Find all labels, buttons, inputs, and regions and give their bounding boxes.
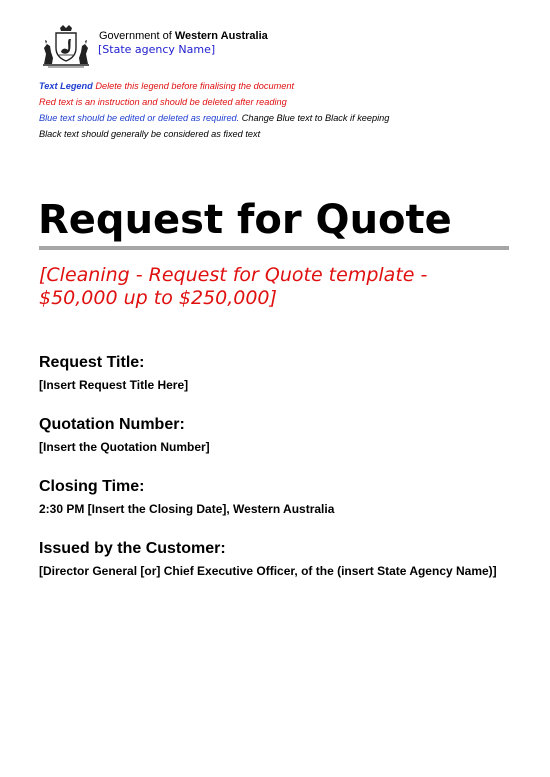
legend-line-3 <box>39 113 389 123</box>
legend-line-2: Red text is an instruction and should be deleted after reading <box>39 97 287 107</box>
agency-name: [State agency Name] <box>98 43 216 56</box>
quotation-number-heading: Quotation Number: <box>39 416 185 433</box>
title-rule <box>39 246 509 250</box>
request-title-heading: Request Title: <box>39 354 145 371</box>
gov-prefix: Government of <box>99 30 175 42</box>
closing-time-value: 2:30 PM [Insert the Closing Date], Western Australia <box>39 502 335 516</box>
legend-line-1 <box>39 81 294 91</box>
closing-time-heading: Closing Time: <box>39 478 145 495</box>
legend-blue-note: Blue text should be edited or deleted as required. <box>39 113 240 123</box>
legend-delete-note: Delete this legend before finalising the document <box>92 81 295 91</box>
gov-state: Western Australia <box>174 30 268 42</box>
request-title-value: [Insert Request Title Here] <box>39 378 189 392</box>
document-title: Request for Quote <box>38 197 452 243</box>
legend-black-note: Change Blue text to Black if keeping <box>239 113 390 123</box>
issued-by-heading: Issued by the Customer: <box>39 540 226 557</box>
document-subtitle: [Cleaning - Request for Quote template - $50,000 up to $250,000] <box>39 264 428 309</box>
wa-coat-of-arms-icon <box>38 24 94 68</box>
issued-by-value: [Director General [or] Chief Executive Officer, of the (insert State Agency Name)] <box>39 564 497 578</box>
legend-label: Text Legend <box>39 81 93 91</box>
legend-line-4: Black text should generally be considered as fixed text <box>39 129 261 139</box>
quotation-number-value: [Insert the Quotation Number] <box>39 440 210 454</box>
government-name <box>99 30 268 43</box>
